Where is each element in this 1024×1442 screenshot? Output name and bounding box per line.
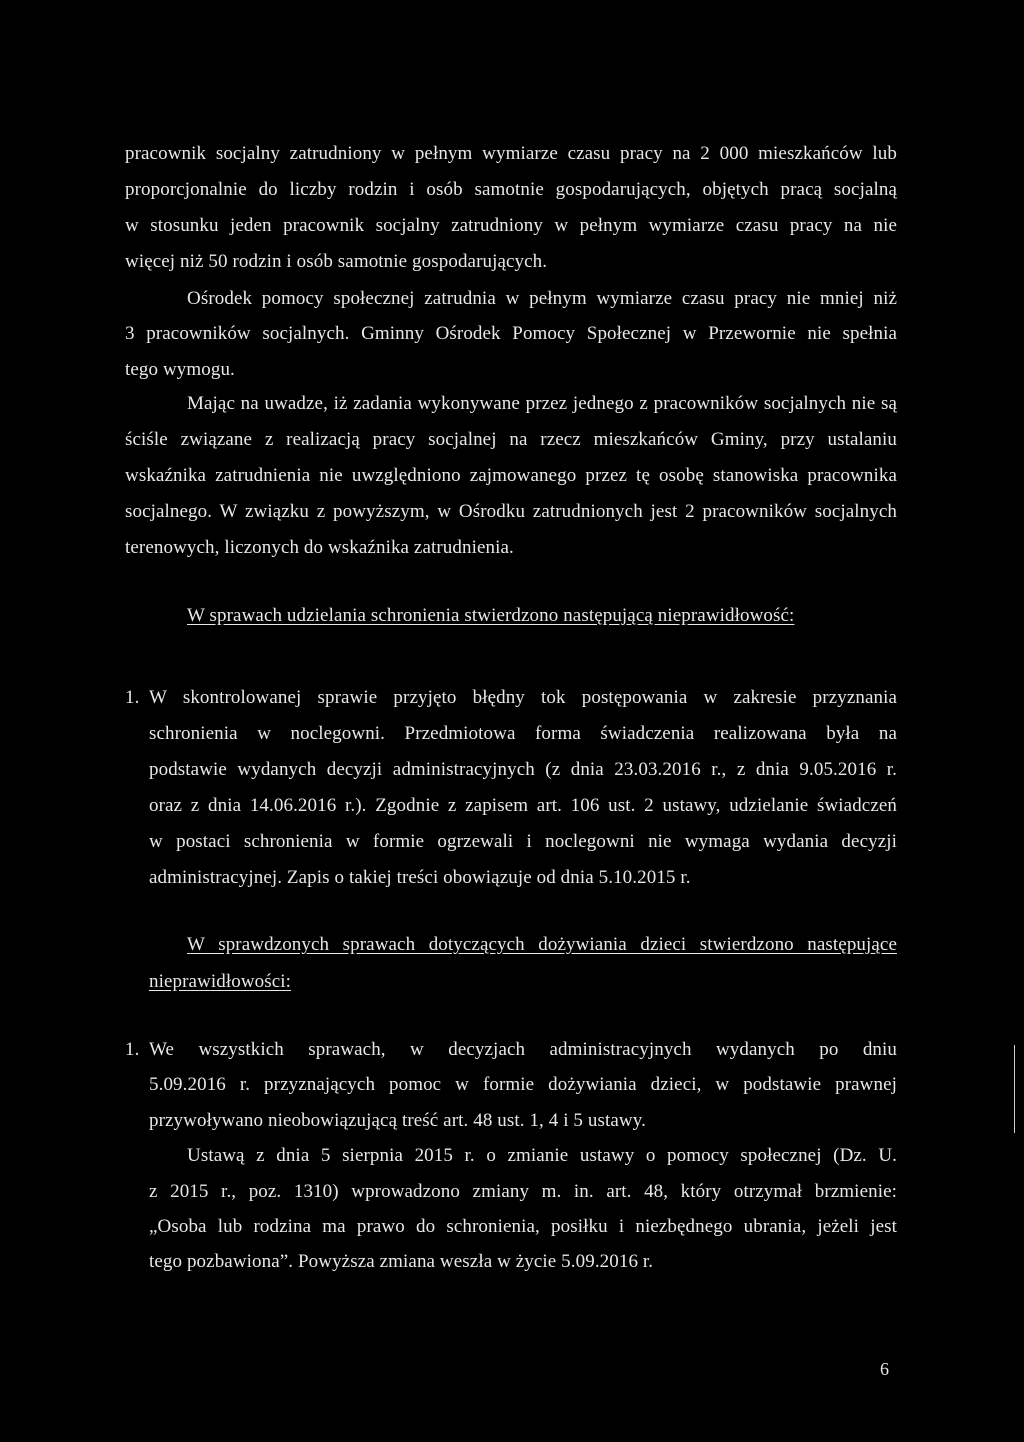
list-number: 1. <box>125 1039 140 1060</box>
text-line: terenowych, liczonych do wskaźnika zatrudnienia. <box>125 537 514 558</box>
text-line: administracyjnej. Zapis o takiej treści obowiązuje od dnia 5.10.2015 r. <box>149 867 691 888</box>
text-line: Mając na uwadze, iż zadania wykonywane przez jednego z pracowników socjalnych nie są <box>187 393 897 414</box>
text-line: We wszystkich sprawach, w decyzjach administracyjnych wydanych po dniu <box>149 1039 897 1060</box>
text-line: Ośrodek pomocy społecznej zatrudnia w pełnym wymiarze czasu pracy nie mniej niż <box>187 288 897 309</box>
text-line: tego wymogu. <box>125 359 235 380</box>
text-line: pracownik socjalny zatrudniony w pełnym wymiarze czasu pracy na 2 000 mieszkańców lub <box>125 143 897 164</box>
text-line: socjalnego. W związku z powyższym, w Ośrodku zatrudnionych jest 2 pracowników socjalnych <box>125 501 897 522</box>
text-line: oraz z dnia 14.06.2016 r.). Zgodnie z zapisem art. 106 ust. 2 ustawy, udzielanie świadczeń <box>149 795 897 816</box>
list-number: 1. <box>125 687 140 708</box>
margin-mark <box>1014 1045 1015 1133</box>
text-line: wskaźnika zatrudnienia nie uwzględniono zajmowanego przez tę osobę stanowiska pracownika <box>125 465 897 486</box>
text-line: więcej niż 50 rodzin i osób samotnie gospodarujących. <box>125 251 548 272</box>
text-line: „Osoba lub rodzina ma prawo do schronienia, posiłku i niezbędnego ubrania, jeżeli jest <box>149 1216 897 1237</box>
text-line: w postaci schronienia w formie ogrzewali i noclegowni nie wymaga wydania decyzji <box>149 831 897 852</box>
text-line: Ustawą z dnia 5 sierpnia 2015 r. o zmianie ustawy o pomocy społecznej (Dz. U. <box>187 1145 897 1166</box>
heading-line: nieprawidłowości: <box>149 971 292 992</box>
text-line: schronienia w noclegowni. Przedmiotowa forma świadczenia realizowana była na <box>149 723 897 744</box>
text-line: w stosunku jeden pracownik socjalny zatrudniony w pełnym wymiarze czasu pracy na nie <box>125 215 897 236</box>
text-line: 5.09.2016 r. przyznających pomoc w formie dożywiania dzieci, w podstawie prawnej <box>149 1074 897 1095</box>
heading-line: W sprawdzonych sprawach dotyczących dożywiania dzieci stwierdzono następujące <box>187 934 897 955</box>
text-line: 3 pracowników socjalnych. Gminny Ośrodek Pomocy Społecznej w Przewornie nie spełnia <box>125 323 897 344</box>
text-line: z 2015 r., poz. 1310) wprowadzono zmiany m. in. art. 48, który otrzymał brzmienie: <box>149 1181 897 1202</box>
text-line: W skontrolowanej sprawie przyjęto błędny tok postępowania w zakresie przyznania <box>149 687 897 708</box>
section-heading-shelter: W sprawach udzielania schronienia stwierdzono następującą nieprawidłowość: <box>187 605 795 626</box>
text-line: proporcjonalnie do liczby rodzin i osób samotnie gospodarujących, objętych pracą socjalną <box>125 179 897 200</box>
text-line: podstawie wydanych decyzji administracyjnych (z dnia 23.03.2016 r., z dnia 9.05.2016 r. <box>149 759 897 780</box>
text-line: przywoływano nieobowiązującą treść art. 48 ust. 1, 4 i 5 ustawy. <box>149 1110 646 1131</box>
text-line: ściśle związane z realizacją pracy socjalnej na rzecz mieszkańców Gminy, przy ustalaniu <box>125 429 897 450</box>
page-number: 6 <box>880 1359 889 1379</box>
text-line: tego pozbawiona”. Powyższa zmiana weszła w życie 5.09.2016 r. <box>149 1251 654 1272</box>
